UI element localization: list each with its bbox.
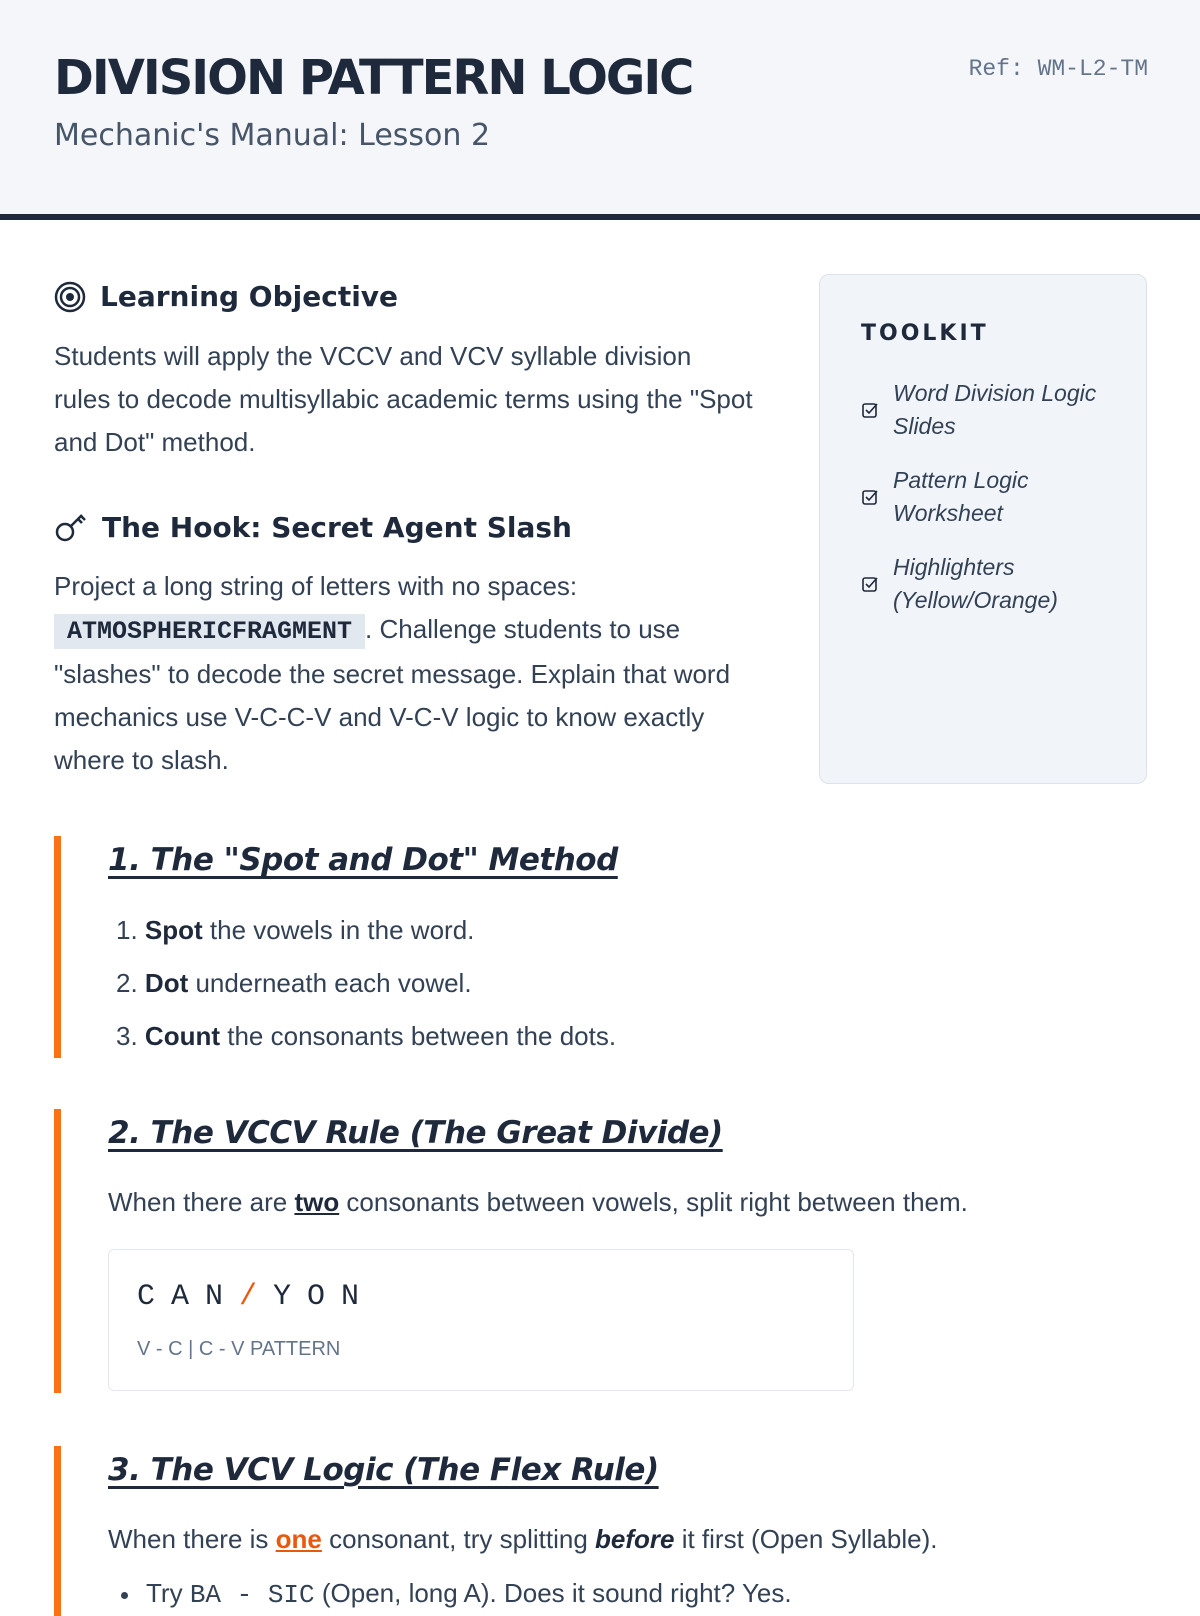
steps-list — [116, 904, 616, 1063]
toolkit-title: TOOLKIT — [861, 321, 989, 346]
hook-text-before: Project a long string of letters with no spaces: — [54, 571, 578, 601]
emphasis-before: before — [595, 1524, 675, 1554]
list-item: Try BA - SIC (Open, long A). Does it sound right? Yes. — [121, 1578, 792, 1610]
example-code: BA - SIC — [189, 1580, 315, 1610]
emphasis-one: one — [275, 1524, 322, 1554]
hook-heading — [54, 510, 572, 544]
hook-heading-label: The Hook: Secret Agent Slash — [102, 510, 572, 544]
list-item: 3. Count the consonants between the dots. — [116, 1021, 617, 1051]
pattern-label: V - C | C - V PATTERN — [137, 1338, 341, 1360]
split-slash: / — [239, 1280, 274, 1314]
section-text: When there are two consonants between vowels, split right between them. — [108, 1187, 968, 1217]
target-icon — [54, 281, 86, 313]
hook-code: ATMOSPHERICFRAGMENT — [54, 614, 365, 649]
example-box — [108, 1249, 854, 1391]
toolkit-item-label: Word Division Logic Slides — [893, 380, 1097, 439]
spot-and-dot-section — [54, 836, 1154, 1058]
objective-heading — [54, 280, 398, 313]
section-heading: 2. The VCCV Rule (The Great Divide) — [108, 1115, 723, 1151]
reference-code: Ref: WM-L2-TM — [968, 56, 1148, 82]
toolkit-panel — [819, 274, 1147, 784]
vcv-section — [54, 1446, 1154, 1616]
hook-text-after: . Challenge students to use "slashes" to decode the secret message. Explain that word mechanics use V-C-C-V and V-C-V logic to know exactly where to slash. — [54, 614, 731, 775]
list-item: 2. Dot underneath each vowel. — [116, 968, 472, 998]
toolkit-item-label: Pattern Logic Worksheet — [893, 467, 1029, 526]
objective-heading-label: Learning Objective — [100, 280, 399, 313]
list-item: 1. Spot the vowels in the word. — [116, 915, 475, 945]
toolkit-item — [861, 377, 1103, 443]
page-header — [0, 0, 1200, 220]
checkbox-icon — [861, 488, 879, 506]
example-word: CAN/YON — [137, 1280, 376, 1314]
emphasis-two: two — [294, 1187, 340, 1217]
checkbox-icon — [861, 401, 879, 419]
toolkit-item-label: Highlighters (Yellow/Orange) — [893, 554, 1058, 613]
section-heading: 3. The VCV Logic (The Flex Rule) — [108, 1452, 659, 1488]
page-subtitle: Mechanic's Manual: Lesson 2 — [54, 118, 491, 153]
section-heading: 1. The "Spot and Dot" Method — [108, 842, 618, 878]
key-icon — [54, 510, 88, 544]
section-text: When there is one consonant, try splitting before it first (Open Syllable). — [108, 1524, 938, 1554]
page-title: DIVISION PATTERN LOGIC — [54, 50, 693, 106]
toolkit-item — [861, 464, 1103, 530]
vccv-section — [54, 1109, 1154, 1393]
checkbox-icon — [861, 575, 879, 593]
hook-text — [54, 565, 754, 782]
toolkit-item — [861, 551, 1103, 617]
objective-text: Students will apply the VCCV and VCV syllable division rules to decode multisyllabic academic terms using the "Spot and Dot" method. — [54, 341, 753, 457]
